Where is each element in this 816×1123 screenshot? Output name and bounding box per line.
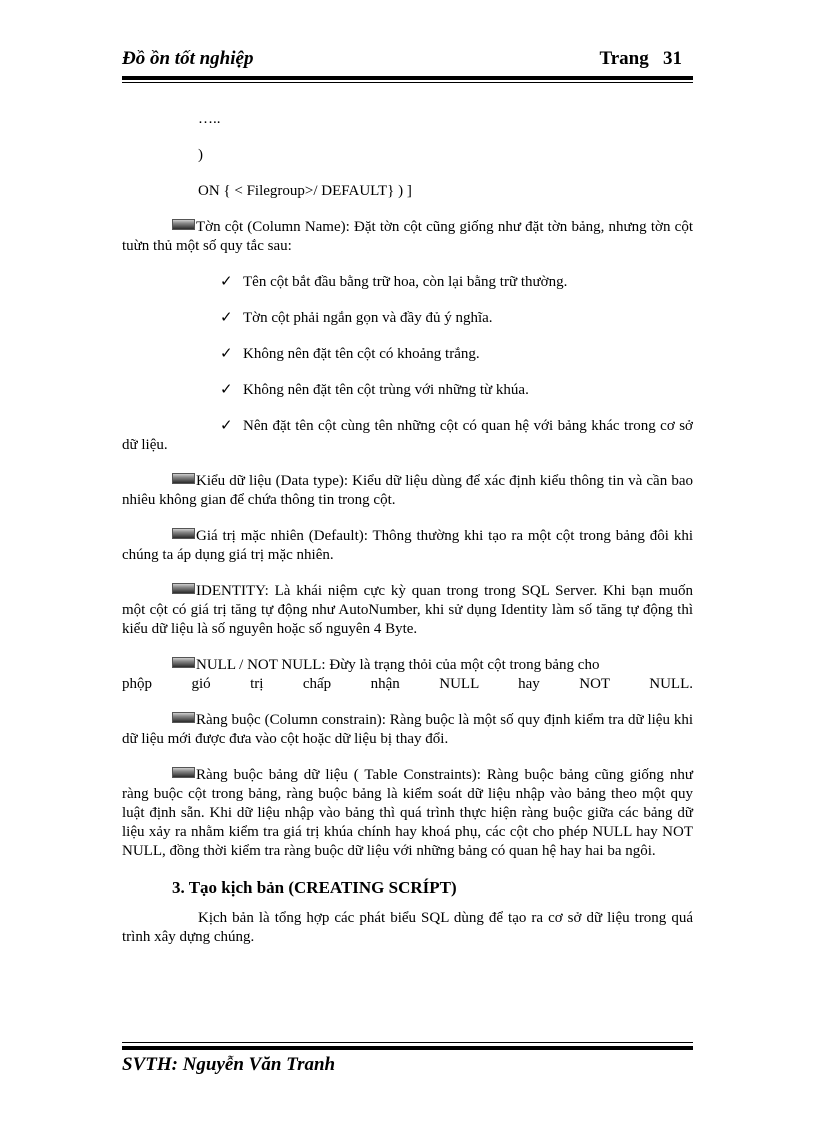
paragraph-default	[122, 527, 693, 565]
paragraph-text: Tờn cột (Column Name): Đặt tờn cột cũng giống như đặt tờn bảng, nhưng tờn cột tuừn thủ một số quy tắc sau:	[122, 219, 693, 254]
section-heading: 3. Tạo kịch bản (CREATING SCRÍPT)	[172, 878, 457, 897]
paragraph-null	[122, 656, 693, 694]
check-mark-icon: ✓	[220, 310, 233, 326]
page-number: 31	[663, 48, 682, 69]
image-bullet-icon	[172, 583, 195, 594]
rule-text: Tờn cột phải ngắn gọn và đầy đủ ý nghĩa.	[243, 310, 493, 326]
code-line: …..	[198, 111, 221, 127]
paragraph-line	[122, 656, 693, 675]
image-bullet-icon	[172, 473, 195, 484]
footer-author: SVTH: Nguyễn Văn Tranh	[122, 1054, 336, 1075]
rule-item	[220, 309, 693, 328]
rule-item	[220, 273, 693, 292]
footer-rule	[122, 1046, 693, 1051]
paragraph-identity	[122, 582, 693, 639]
check-mark-icon: ✓	[220, 274, 233, 290]
paragraph-text: Ràng buộc (Column constrain): Ràng buộc là một số quy định kiểm tra dữ liệu khi dữ liệu mới được đưa vào cột hoặc dữ liệu bị thay đổi.	[122, 712, 693, 747]
rule-text: Không nên đặt tên cột có khoảng trắng.	[243, 346, 480, 362]
page-number-label	[599, 48, 682, 70]
code-block	[198, 110, 693, 201]
paragraph-text: IDENTITY: Là khái niệm cực kỳ quan trong trong SQL Server. Khi bạn muốn một cột có giá trị tăng tự động như AutoNumber, khi sử dụng Identity làm số tăng tự động thì kiểu dữ liệu là số nguyên hoặc số nguyên 4 Byte.	[122, 583, 693, 637]
paragraph-data-type	[122, 472, 693, 510]
image-bullet-icon	[172, 219, 195, 230]
code-line: ON { < Filegroup>/ DEFAULT} ) ]	[198, 183, 412, 199]
rule-item	[220, 381, 693, 400]
page-content	[122, 110, 693, 964]
check-mark-icon: ✓	[220, 418, 233, 434]
image-bullet-icon	[172, 657, 195, 668]
paragraph-text: Giá trị mặc nhiên (Default): Thông thường khi tạo ra một cột trong bảng đôi khi chúng ta áp dụng giá trị mặc nhiên.	[122, 528, 693, 563]
image-bullet-icon	[172, 767, 195, 778]
paragraph-table-constraint	[122, 766, 693, 861]
rule-item	[220, 345, 693, 364]
paragraph-text: NULL / NOT NULL: Đừy là trạng thỏi của một cột trong bảng cho	[196, 657, 600, 673]
rule-item	[122, 417, 693, 455]
image-bullet-icon	[172, 528, 195, 539]
check-mark-icon: ✓	[220, 382, 233, 398]
paragraph-text: Ràng buộc bảng dữ liệu ( Table Constraints): Ràng buộc bảng cũng giống như ràng buộc cột trong bảng, ràng buộc bảng là kiểm soát dữ liệu nhập vào bảng theo một quy luật định sẵn. Khi dữ liệu nhập vào bảng thì quá trình thực hiện ràng buộc giữa các bảng dữ liệu xảy ra nhằm kiểm tra giá trị khúa chính hay khoá phụ, các cột cho phép NULL hay NOT NULL, đồng thời kiểm tra ràng buộc dữ liệu với những bảng có quan hệ hay hai ba ngôi.	[122, 767, 693, 859]
code-line: )	[198, 147, 203, 163]
rule-text: Nên đặt tên cột cùng tên những cột có quan hệ với bảng khác trong cơ sở dữ liệu.	[122, 418, 693, 453]
header-title: Đồ ồn tốt nghiệp	[122, 48, 254, 69]
page-label: Trang	[599, 48, 649, 69]
header-rule	[122, 76, 693, 81]
rule-text: Không nên đặt tên cột trùng với những từ khúa.	[243, 382, 529, 398]
image-bullet-icon	[172, 712, 195, 723]
paragraph-column-name	[122, 218, 693, 256]
rule-text: Tên cột bắt đầu bằng trữ hoa, còn lại bằng trữ thường.	[243, 274, 568, 290]
paragraph-constraint	[122, 711, 693, 749]
paragraph-script-intro: Kịch bản là tổng hợp các phát biểu SQL dùng để tạo ra cơ sở dữ liệu trong quá trình xây dựng chúng.	[122, 910, 693, 945]
paragraph-text: Kiểu dữ liệu (Data type): Kiểu dữ liệu dùng để xác định kiểu thông tin và cần bao nhiêu không gian để chứa thông tin trong cột.	[122, 473, 693, 508]
paragraph-line: phộp gió trị chấp nhận NULL hay NOT NULL.	[122, 676, 693, 692]
check-mark-icon: ✓	[220, 346, 233, 362]
